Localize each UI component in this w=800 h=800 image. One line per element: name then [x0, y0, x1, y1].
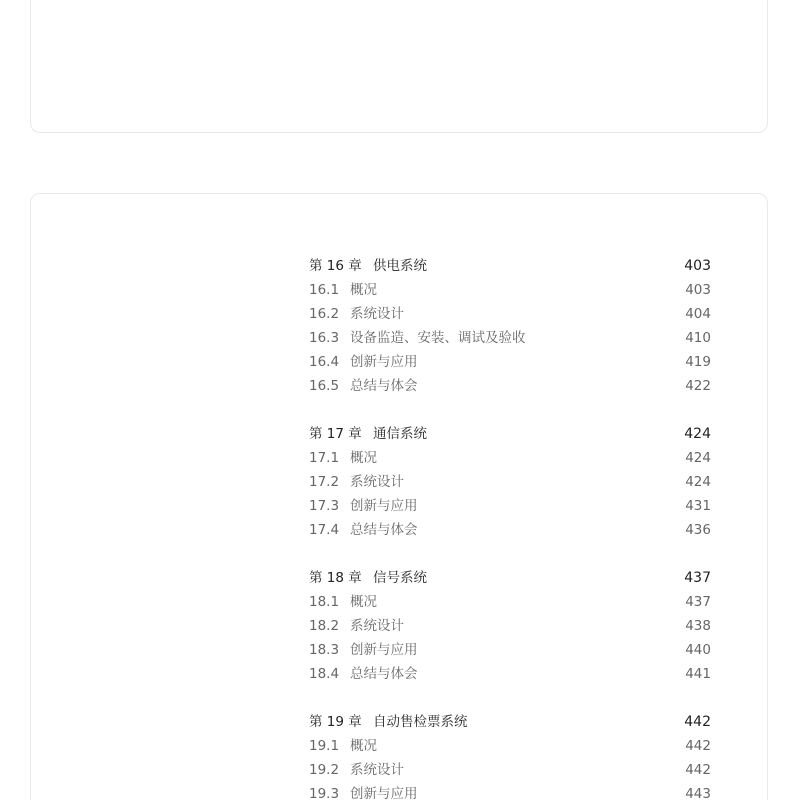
section-title: 创新与应用 — [350, 786, 418, 800]
section-title: 概况 — [350, 450, 377, 466]
section-number: 16.1 — [309, 282, 340, 298]
section-page-number: 440 — [685, 642, 711, 658]
section-title: 总结与体会 — [350, 378, 418, 394]
section-number: 18.4 — [309, 666, 340, 682]
section-page-number: 443 — [685, 786, 711, 800]
toc-section-entry[interactable] — [309, 758, 711, 782]
chapter-page-number: 437 — [684, 570, 711, 586]
toc-chapter-block — [309, 566, 711, 686]
section-page-number: 424 — [685, 474, 711, 490]
toc-section-entry[interactable] — [309, 494, 711, 518]
section-number: 19.3 — [309, 786, 340, 800]
toc-page-card — [30, 193, 768, 800]
section-title: 设备监造、安装、调试及验收 — [350, 330, 526, 346]
toc-section-entry[interactable] — [309, 518, 711, 542]
toc-section-entry[interactable] — [309, 662, 711, 686]
section-page-number: 419 — [685, 354, 711, 370]
toc-section-entry[interactable] — [309, 326, 711, 350]
section-title: 系统设计 — [350, 306, 404, 322]
chapter-number: 第 19 章 — [309, 714, 362, 730]
section-title: 总结与体会 — [350, 522, 418, 538]
previous-page-card — [30, 0, 768, 133]
toc-section-entry[interactable] — [309, 614, 711, 638]
toc-chapter-entry[interactable] — [309, 566, 711, 590]
section-page-number: 436 — [685, 522, 711, 538]
section-number: 16.4 — [309, 354, 340, 370]
chapter-title: 信号系统 — [373, 570, 427, 586]
section-number: 17.4 — [309, 522, 340, 538]
section-number: 19.2 — [309, 762, 340, 778]
section-number: 16.5 — [309, 378, 340, 394]
chapter-number: 第 17 章 — [309, 426, 362, 442]
section-number: 16.2 — [309, 306, 340, 322]
toc-section-entry[interactable] — [309, 470, 711, 494]
section-number: 16.3 — [309, 330, 340, 346]
section-page-number: 438 — [685, 618, 711, 634]
section-page-number: 442 — [685, 738, 711, 754]
toc-chapter-block — [309, 254, 711, 398]
toc-section-entry[interactable] — [309, 374, 711, 398]
toc-chapter-entry[interactable] — [309, 422, 711, 446]
section-number: 17.3 — [309, 498, 340, 514]
toc-section-entry[interactable] — [309, 782, 711, 800]
section-page-number: 404 — [685, 306, 711, 322]
chapter-page-number: 442 — [684, 714, 711, 730]
section-title: 系统设计 — [350, 618, 404, 634]
section-title: 创新与应用 — [350, 498, 418, 514]
section-number: 17.2 — [309, 474, 340, 490]
section-title: 概况 — [350, 738, 377, 754]
chapter-title: 自动售检票系统 — [373, 714, 468, 730]
section-page-number: 441 — [685, 666, 711, 682]
section-page-number: 437 — [685, 594, 711, 610]
toc-chapter-entry[interactable] — [309, 710, 711, 734]
section-number: 17.1 — [309, 450, 340, 466]
toc-section-entry[interactable] — [309, 590, 711, 614]
section-title: 系统设计 — [350, 474, 404, 490]
chapter-number: 第 16 章 — [309, 258, 362, 274]
toc-section-entry[interactable] — [309, 734, 711, 758]
chapter-page-number: 424 — [684, 426, 711, 442]
section-page-number: 422 — [685, 378, 711, 394]
section-title: 概况 — [350, 594, 377, 610]
section-number: 19.1 — [309, 738, 340, 754]
section-number: 18.3 — [309, 642, 340, 658]
section-title: 概况 — [350, 282, 377, 298]
chapter-number: 第 18 章 — [309, 570, 362, 586]
chapter-page-number: 403 — [684, 258, 711, 274]
toc-chapter-block — [309, 422, 711, 542]
toc-section-entry[interactable] — [309, 350, 711, 374]
section-number: 18.2 — [309, 618, 340, 634]
toc-section-entry[interactable] — [309, 446, 711, 470]
section-page-number: 403 — [685, 282, 711, 298]
section-page-number: 442 — [685, 762, 711, 778]
toc-section-entry[interactable] — [309, 278, 711, 302]
section-title: 创新与应用 — [350, 642, 418, 658]
toc-chapter-entry[interactable] — [309, 254, 711, 278]
section-page-number: 410 — [685, 330, 711, 346]
table-of-contents — [309, 254, 711, 800]
chapter-title: 通信系统 — [373, 426, 427, 442]
chapter-title: 供电系统 — [373, 258, 427, 274]
section-title: 总结与体会 — [350, 666, 418, 682]
section-page-number: 424 — [685, 450, 711, 466]
toc-section-entry[interactable] — [309, 638, 711, 662]
section-title: 系统设计 — [350, 762, 404, 778]
section-number: 18.1 — [309, 594, 340, 610]
toc-section-entry[interactable] — [309, 302, 711, 326]
section-page-number: 431 — [685, 498, 711, 514]
toc-chapter-block — [309, 710, 711, 800]
section-title: 创新与应用 — [350, 354, 418, 370]
